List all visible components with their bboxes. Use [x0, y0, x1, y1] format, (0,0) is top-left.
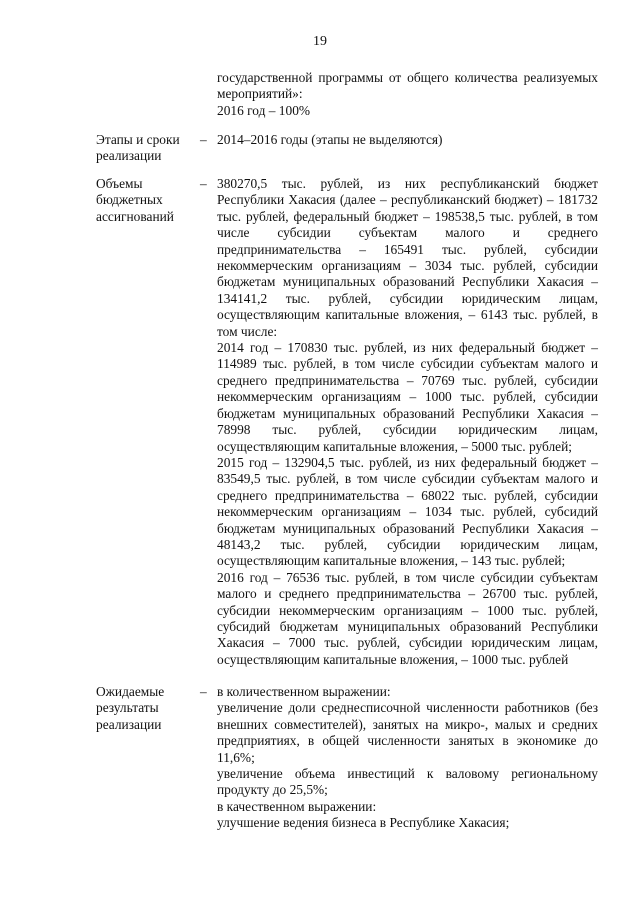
- budget-paragraph: 2015 год – 132904,5 тыс. рублей, из них федеральный бюджет – 83549,5 тыс. рублей, в том числе субсидии субъектам малого и среднего предпринимательства – 68022 тыс. рублей, субсидии некоммерческим организациям – 1034 тыс. рублей, субсидий бюджетам муниципальных образований Республики Хакасия – 48143,2 тыс. рублей, субсидии юридическим лицам, осуществляющим капитальные вложения, – 143 тыс. рублей;: [217, 454, 598, 569]
- results-paragraph: улучшение ведения бизнеса в Республике Хакасия;: [217, 815, 510, 831]
- stages-content: [217, 132, 598, 148]
- budget-paragraph: 2014 год – 170830 тыс. рублей, из них федеральный бюджет – 114989 тыс. рублей, в том числе субсидии субъектам малого и среднего предпринимательства – 70769 тыс. рублей, субсидии некоммерческим организациям – 1000 тыс. рублей, субсидии бюджетам муниципальных образований Республики Хакасия – 78998 тыс. рублей, субсидии юридическим лицам, осуществляющим капитальные вложения, – 5000 тыс. рублей;: [217, 340, 598, 454]
- page-number: 19: [313, 34, 327, 49]
- budget-paragraph: 380270,5 тыс. рублей, из них республиканский бюджет Республики Хакасия (далее – республиканский бюджет) – 181732 тыс. рублей, федеральный бюджет – 198538,5 тыс. рублей, в том числе субсидии субъектам малого и среднего предпринимательства – 165491 тыс. рублей, субсидии некоммерческим организациям – 3034 тыс. рублей, субсидии бюджетам муниципальных образований Республики Хакасия – 134141,2 тыс. рублей, субсидии юридическим лицам, осуществляющим капитальные вложения, – 6143 тыс. рублей, в том числе:: [217, 176, 598, 339]
- results-content: [217, 684, 598, 832]
- results-paragraph: увеличение объема инвестиций к валовому региональному продукту до 25,5%;: [217, 766, 598, 798]
- intro-content: [217, 70, 598, 119]
- results-dash: –: [200, 684, 207, 699]
- intro-paragraph: государственной программы от общего количества реализуемых мероприятий»:: [217, 70, 598, 102]
- budget-paragraph: 2016 год – 76536 тыс. рублей, в том числе субсидии субъектам малого и среднего предпринимательства – 26700 тыс. рублей, субсидии некоммерческим организациям – 1000 тыс. рублей, субсидий бюджетам муниципальных образований Республики Хакасия – 7000 тыс. рублей, субсидии юридическим лицам, осуществляющим капитальные вложения, – 1000 тыс. рублей: [217, 569, 598, 667]
- budget-content: [217, 176, 598, 668]
- results-paragraph: в количественном выражении:: [217, 684, 391, 699]
- budget-dash: –: [200, 176, 207, 191]
- budget-label: Объемы бюджетных ассигнований: [96, 176, 174, 224]
- stages-dash: –: [200, 132, 207, 147]
- results-paragraph: увеличение доли среднесписочной численности работников (без внешних совместителей), занятых на микро-, малых и средних предприятиях, в общей численности занятых в экономике до 11,6%;: [217, 700, 598, 765]
- stages-text: 2014–2016 годы (этапы не выделяются): [217, 132, 443, 147]
- results-label: Ожидаемые результаты реализации: [96, 684, 165, 732]
- stages-label: Этапы и сроки реализации: [96, 132, 180, 164]
- results-paragraph: в качественном выражении:: [217, 798, 377, 814]
- intro-paragraph: 2016 год – 100%: [217, 102, 311, 118]
